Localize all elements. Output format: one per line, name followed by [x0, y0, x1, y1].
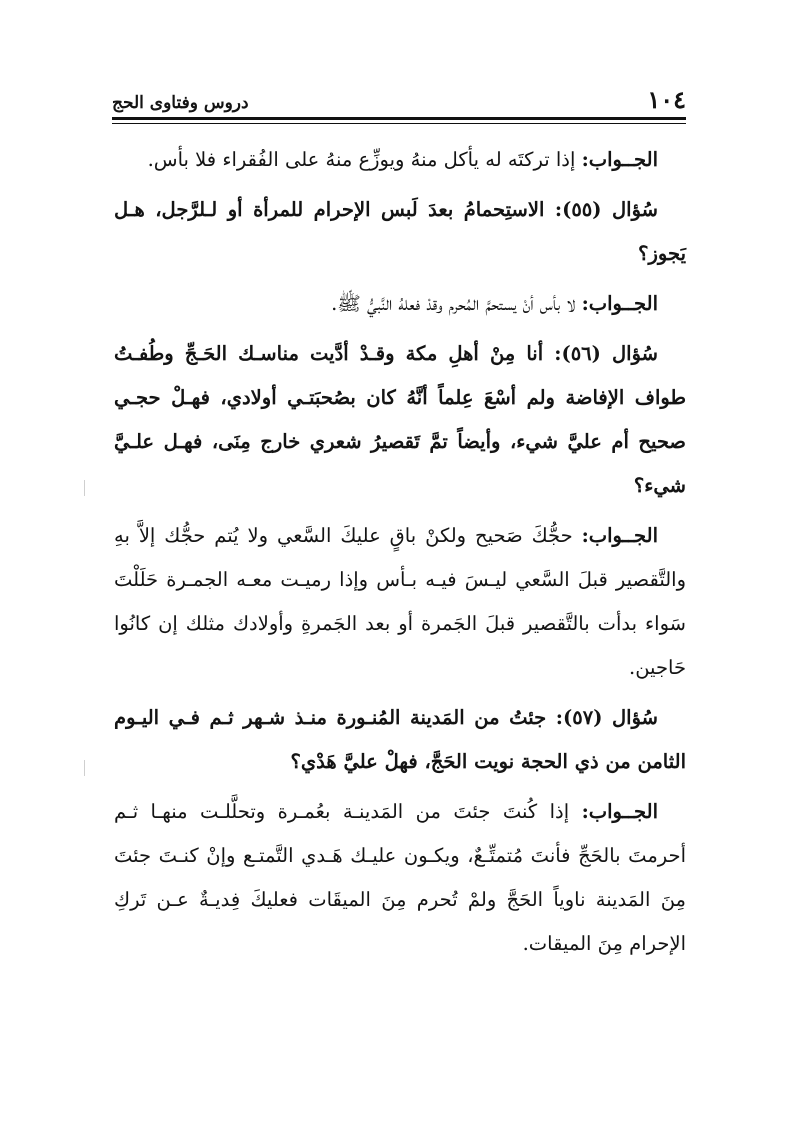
question-label: سُؤال (٥٧):: [555, 706, 658, 729]
answer-label: الجــواب:: [581, 800, 658, 823]
scan-edge-mark: [84, 760, 85, 776]
answer-text: إذا تركتَه له يأكل منهُ ويوزِّع منهُ على الفُقراء فلا بأس.: [147, 148, 582, 171]
page-number: ١٠٤: [647, 85, 686, 114]
answer-text: إذا كُنتَ جئتَ من المَدينـة بعُمـرة وتحلَّلـت منهـا ثـم أحرمتَ بالحَجِّ فأنتَ مُتمتِّـعٌ، ويكـون عليـك هَـدي التَّمتـع وإنْ كنـتَ جئتَ مِنَ المَدينة ناوياً الحَجَّ ولمْ تُحرم مِنَ الميقَات فعليكَ فِديـةٌ عـن تَركِ الإحرام مِنَ الميقات.: [114, 800, 686, 955]
page-header: [112, 82, 686, 116]
running-title: دروس وفتاوى الحج: [112, 93, 249, 113]
answer-text: حجُّكَ صَحيح ولكنْ باقٍ عليكَ السَّعي ولا يُتم حجُّك إلاَّ بهِ والتَّقصير قبلَ السَّعي ليـسَ فيـه بـأس وإذا رميـت معـه الجمـرة حَلَلْتَ سَواء بدأت بالتَّقصير قبلَ الجَمرة أو بعد الجَمرةِ وأولادك مثلك إن كانُوا حَاجين.: [114, 524, 686, 679]
answer-paragraph: [114, 282, 686, 326]
scan-edge-mark: [84, 480, 85, 496]
question-text: أنا مِنْ أهلِ مكة وقـدْ أدَّيت مناسـك الحَـجِّ وطُفـتُ طواف الإفاضة ولم أسْعَ عِلماً أنَّهُ كان بصُحبَتـي أولادي، فهـلْ حجـي صحيح أم عليَّ شيء، وأيضاً تمَّ تَقصيرُ شعري خارج مِنَى، فهـل علـيَّ شيء؟: [114, 342, 686, 497]
answer-paragraph: [114, 514, 686, 690]
header-rule-thick: [112, 117, 686, 120]
question-paragraph: [114, 332, 686, 508]
answer-text: لا بأس أنْ يستحمَّ المُحرم وقدْ فعلهُ النَّبيُّ ﷺ.: [331, 292, 582, 315]
question-text: جئتُ من المَدينة المُنـورة منـذ شـهر ثـم فـي اليـوم الثامن من ذي الحجة نويت الحَجَّ، فهلْ عليَّ هَدْي؟: [114, 706, 686, 773]
question-label: سُؤال (٥٥):: [554, 198, 659, 221]
answer-paragraph: [114, 790, 686, 966]
question-label: سُؤال (٥٦):: [554, 342, 658, 365]
answer-label: الجــواب:: [581, 524, 658, 547]
header-rule-thin: [112, 123, 686, 124]
answer-label: الجــواب:: [581, 292, 658, 315]
answer-paragraph: [114, 138, 686, 182]
question-paragraph: [114, 188, 686, 276]
question-paragraph: [114, 696, 686, 784]
question-text: الاستِحمامُ بعدَ لَبس الإحرام للمرأة أو لـلرَّجل، هـل يَجوز؟: [114, 198, 686, 265]
page-body: [114, 138, 686, 972]
answer-label: الجــواب:: [581, 148, 658, 171]
